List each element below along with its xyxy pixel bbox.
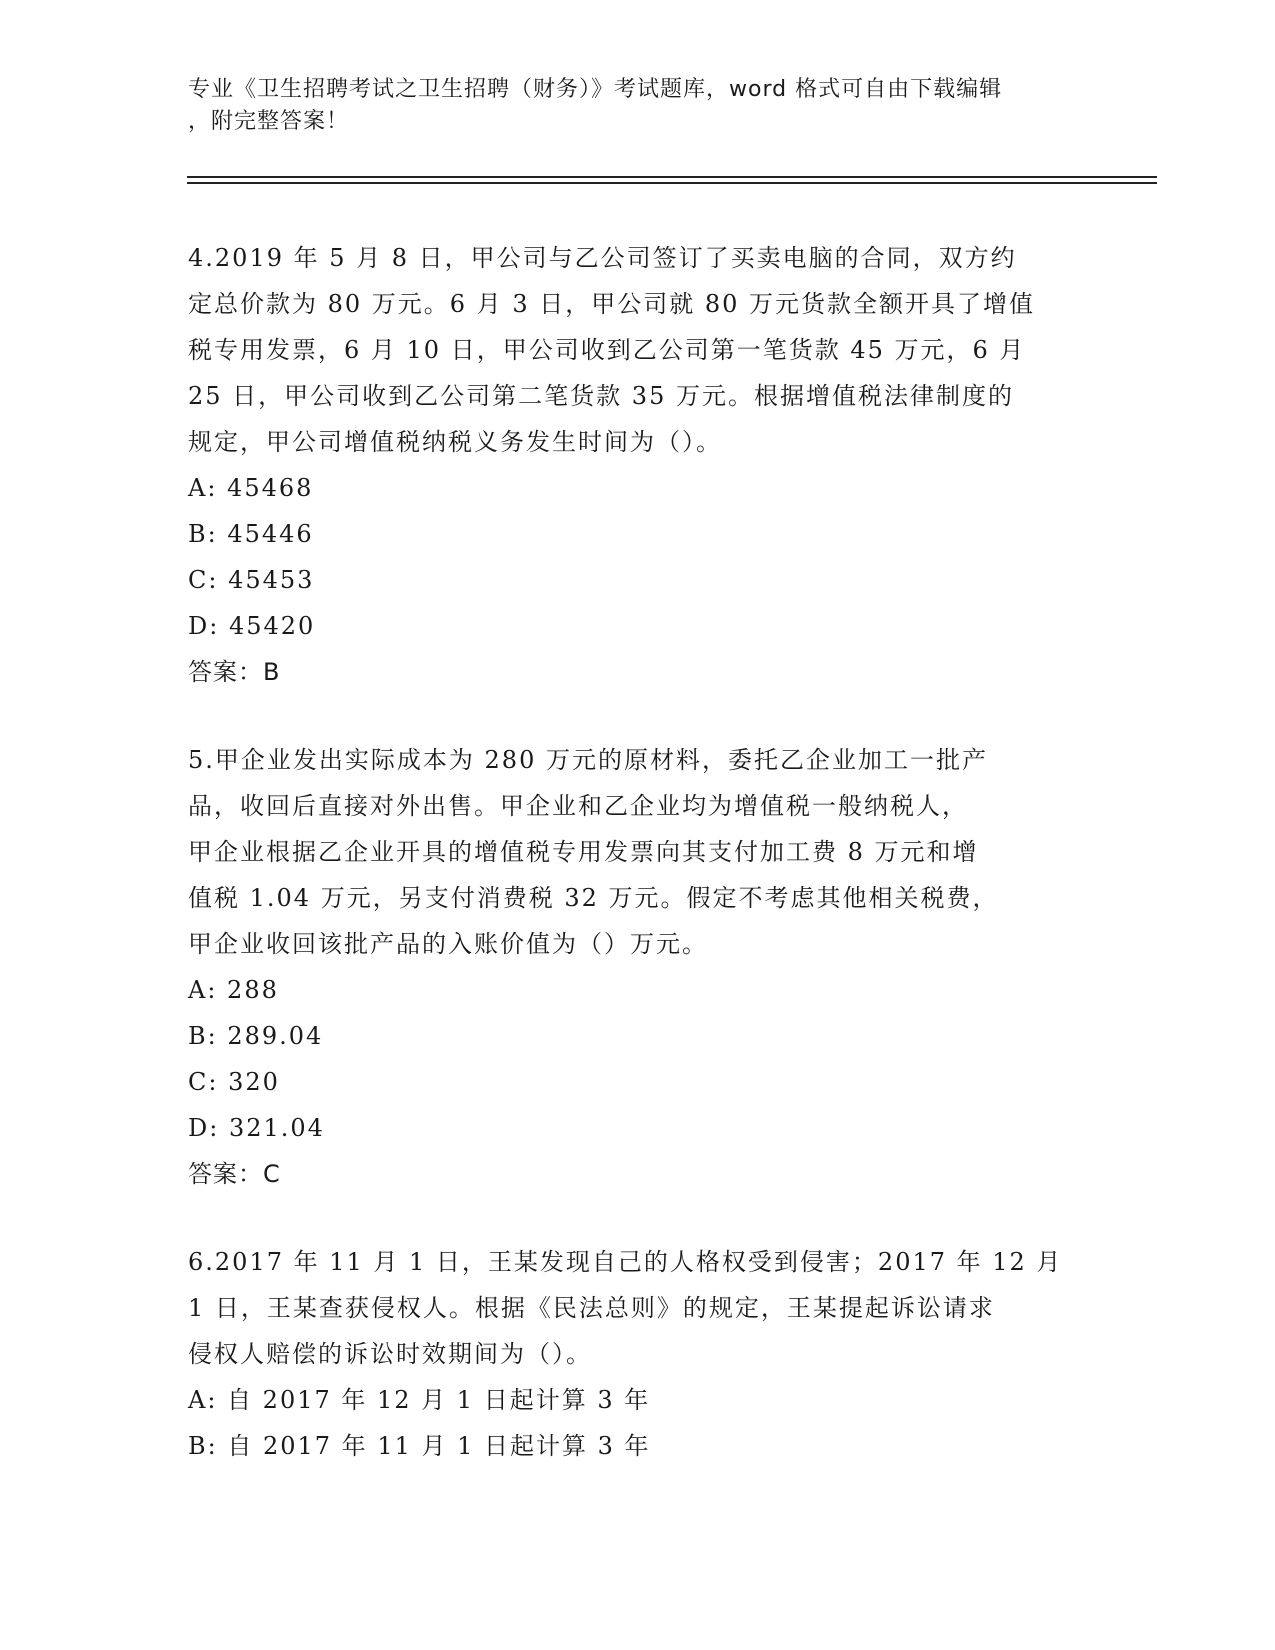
option-c: C: 45453: [188, 566, 315, 594]
option-d: D: 321.04: [188, 1114, 325, 1142]
document-header: [188, 74, 1088, 138]
question-stem-line: 甲企业根据乙企业开具的增值税专用发票向其支付加工费 8 万元和增: [188, 838, 979, 866]
option-d: D: 45420: [188, 612, 316, 640]
question-stem-line: 25 日，甲公司收到乙公司第二笔货款 35 万元。根据增值税法律制度的: [188, 382, 1014, 410]
header-rule-bottom: [187, 182, 1157, 184]
option-a: A: 自 2017 年 12 月 1 日起计算 3 年: [188, 1386, 651, 1414]
question-stem-line: 税专用发票，6 月 10 日，甲公司收到乙公司第一笔货款 45 万元，6 月: [188, 336, 1026, 364]
question-stem-line: 规定，甲公司增值税纳税义务发生时间为（）。: [188, 428, 722, 456]
option-b: B: 289.04: [188, 1022, 324, 1050]
option-a: A: 288: [188, 976, 279, 1004]
option-b: B: 45446: [188, 520, 314, 548]
question-5: [188, 737, 1088, 1197]
question-stem-line: 品，收回后直接对外出售。甲企业和乙企业均为增值税一般纳税人，: [188, 792, 968, 820]
answer-label: 答案：B: [188, 658, 281, 686]
question-stem-line: 6.2017 年 11 月 1 日，王某发现自己的人格权受到侵害；2017 年 12 月: [188, 1248, 1063, 1276]
question-stem-line: 侵权人赔偿的诉讼时效期间为（）。: [188, 1340, 592, 1368]
header-line-1: 专业《卫生招聘考试之卫生招聘（财务）》考试题库，word 格式可自由下载编辑: [188, 77, 1003, 102]
header-rule-top: [187, 176, 1157, 178]
option-b: B: 自 2017 年 11 月 1 日起计算 3 年: [188, 1432, 651, 1460]
question-stem-line: 1 日，王某查获侵权人。根据《民法总则》的规定，王某提起诉讼请求: [188, 1294, 995, 1322]
question-stem-line: 甲企业收回该批产品的入账价值为（）万元。: [188, 930, 708, 958]
question-stem-line: 定总价款为 80 万元。6 月 3 日，甲公司就 80 万元货款全额开具了增值: [188, 290, 1036, 318]
question-6: [188, 1239, 1088, 1469]
question-4: [188, 235, 1088, 695]
answer-label: 答案：C: [188, 1160, 281, 1188]
question-stem-line: 4.2019 年 5 月 8 日，甲公司与乙公司签订了买卖电脑的合同，双方约: [188, 244, 1017, 272]
question-stem-line: 5.甲企业发出实际成本为 280 万元的原材料，委托乙企业加工一批产: [188, 746, 988, 774]
question-stem-line: 值税 1.04 万元，另支付消费税 32 万元。假定不考虑其他相关税费，: [188, 884, 999, 912]
header-line-2: ，附完整答案！: [188, 109, 350, 134]
option-a: A: 45468: [188, 474, 314, 502]
option-c: C: 320: [188, 1068, 280, 1096]
